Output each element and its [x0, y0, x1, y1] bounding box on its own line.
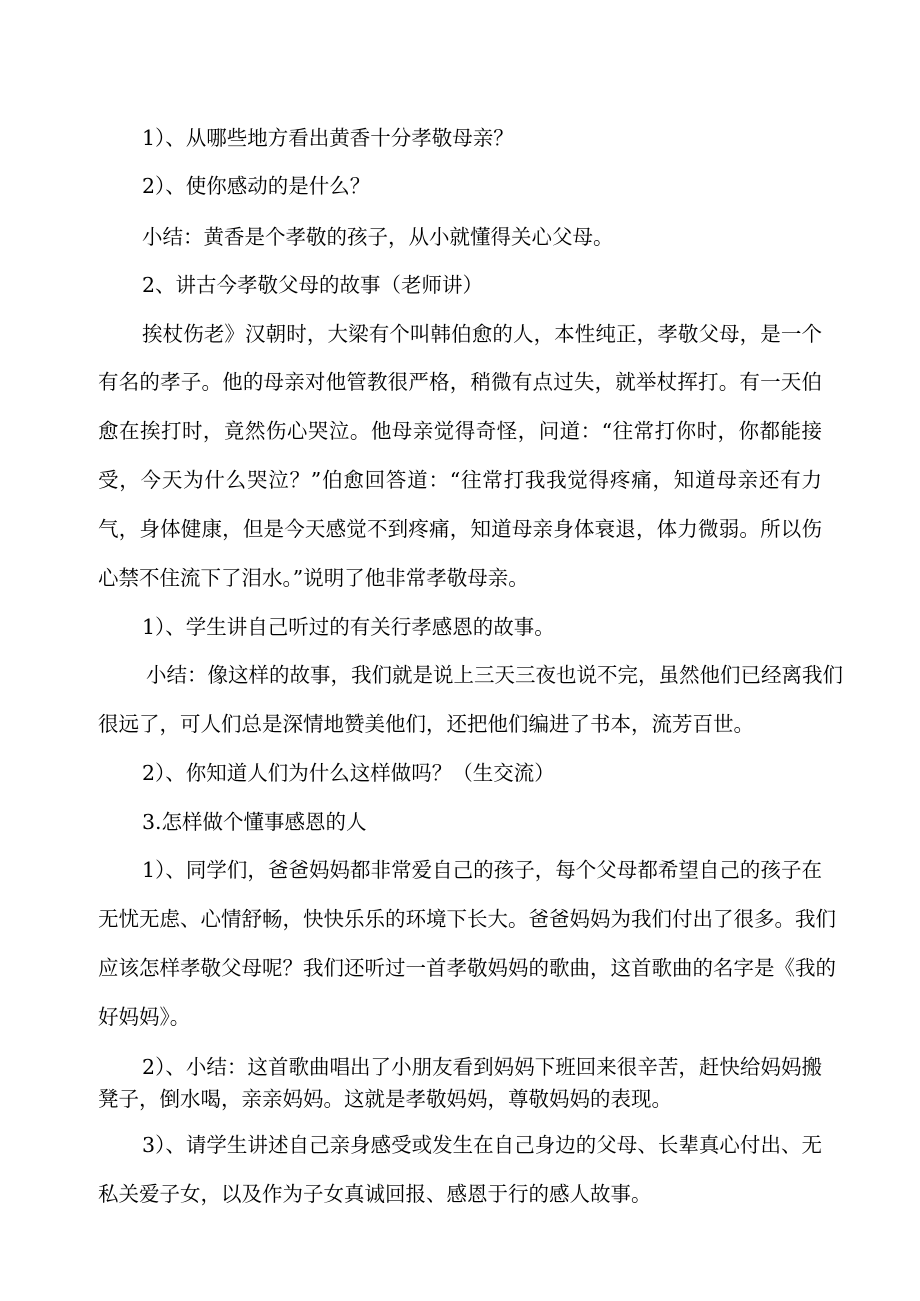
section-heading-3: 3.怎样做个懂事感恩的人: [142, 810, 367, 834]
summary-line-4: 2）、小结：这首歌曲唱出了小朋友看到妈妈下班回来很辛苦，赶快给妈妈搬: [142, 1055, 822, 1079]
section-heading-2: 2、讲古今孝敬父母的故事（老师讲）: [142, 273, 484, 297]
story-line-1: 挨杖伤老》汉朝时，大梁有个叫韩伯愈的人，本性纯正，孝敬父母，是一个: [142, 322, 822, 346]
para-line-1: 1）、同学们，爸爸妈妈都非常爱自己的孩子，每个父母都希望自己的孩子在: [142, 858, 822, 882]
story-line-4: 受，今天为什么哭泣？”伯愈回答道：“往常打我我觉得疼痛，知道母亲还有力: [98, 468, 822, 492]
summary-line-3: 很远了，可人们总是深情地赞美他们，还把他们编进了书本，流芳百世。: [98, 712, 754, 736]
story-line-6: 心禁不住流下了泪水。”说明了他非常孝敬母亲。: [98, 566, 529, 590]
summary-line-5: 凳子，倒水喝，亲亲妈妈。这就是孝敬妈妈，尊敬妈妈的表现。: [98, 1087, 672, 1111]
story-line-5: 气，身体健康，但是今天感觉不到疼痛，知道母亲身体衰退，体力微弱。所以伤: [98, 517, 822, 541]
story-line-2: 有名的孝子。他的母亲对他管教很严格，稍微有点过失，就举杖挥打。有一天伯: [98, 370, 822, 394]
question-line-3: 1）、学生讲自己听过的有关行孝感恩的故事。: [142, 615, 555, 639]
question-line-4: 2）、你知道人们为什么这样做吗？（生交流）: [142, 761, 555, 785]
summary-line-2: 小结：像这样的故事，我们就是说上三天三夜也说不完，虽然他们已经离我们: [146, 663, 843, 687]
para-line-4: 好妈妈》。: [98, 1005, 191, 1029]
task-line-2: 私关爱子女，以及作为子女真诚回报、感恩于行的感人故事。: [98, 1182, 652, 1206]
task-line-1: 3）、请学生讲述自己亲身感受或发生在自己身边的父母、长辈真心付出、无: [142, 1133, 822, 1157]
para-line-3: 应该怎样孝敬父母呢？我们还听过一首孝敬妈妈的歌曲，这首歌曲的名字是《我的: [98, 956, 836, 980]
question-line-1: 1）、从哪些地方看出黄香十分孝敬母亲？: [142, 126, 514, 150]
summary-line-1: 小结：黄香是个孝敬的孩子，从小就懂得关心父母。: [142, 225, 614, 249]
para-line-2: 无忧无虑、心情舒畅，快快乐乐的环境下长大。爸爸妈妈为我们付出了很多。我们: [98, 907, 836, 931]
question-line-2: 2）、使你感动的是什么？: [142, 174, 371, 198]
story-line-3: 愈在挨打时，竟然伤心哭泣。他母亲觉得奇怪，问道：“往常打你时，你都能接: [98, 419, 822, 443]
